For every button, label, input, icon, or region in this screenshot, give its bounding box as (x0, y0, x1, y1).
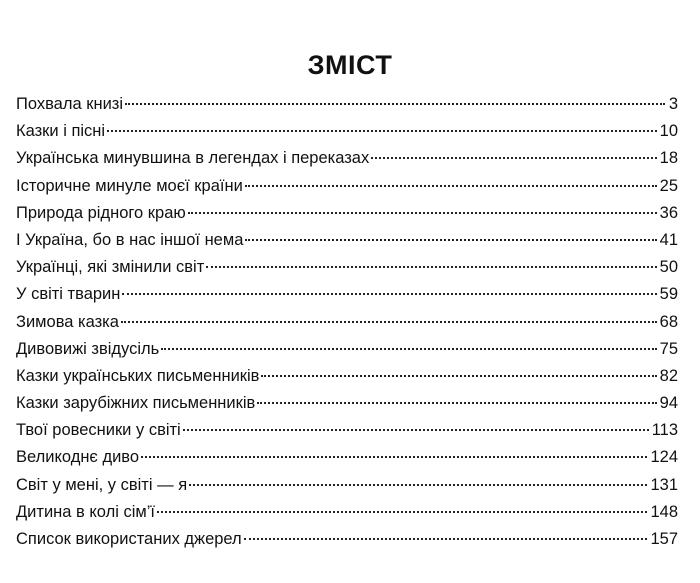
dot-leader (125, 102, 665, 105)
toc-entry-title: Казки і пісні (16, 122, 106, 141)
dot-leader (121, 320, 657, 323)
dot-leader (122, 292, 656, 295)
toc-entry-title: Список використаних джерел (16, 530, 242, 548)
toc-entry-title: Твої ровесники у світі (16, 421, 181, 440)
toc-entry-title: Похвала книзі (16, 95, 124, 113)
dot-leader (261, 374, 656, 377)
toc-entry-page: 82 (659, 366, 678, 385)
dot-leader (257, 401, 656, 404)
toc-entry (16, 91, 678, 118)
toc-entry-page: 148 (650, 502, 678, 521)
toc-entry (16, 118, 678, 145)
toc-entry (16, 227, 678, 254)
toc-entry (16, 281, 678, 308)
toc-entry (16, 336, 678, 363)
toc-entry-title: Українська минувшина в легендах і переказах (16, 149, 370, 168)
toc-entry-title: Історичне минуле моєї країни (16, 176, 243, 195)
dot-leader (183, 428, 649, 431)
toc-entry-page: 18 (659, 149, 678, 168)
toc-entry-title: Зимова казка (16, 312, 119, 331)
toc-entry-page: 75 (659, 339, 678, 358)
toc-entry (16, 145, 678, 172)
toc-entry (16, 472, 678, 499)
dot-leader (188, 211, 657, 214)
toc-entry-page: 50 (659, 258, 678, 277)
dot-leader (245, 238, 656, 241)
toc-entry (16, 200, 678, 227)
dot-leader (141, 455, 647, 458)
toc-entry-title: Казки зарубіжних письменників (16, 394, 256, 413)
toc-entry (16, 444, 678, 471)
toc-entry (16, 499, 678, 526)
toc-entry-page: 124 (650, 448, 678, 467)
toc-entry (16, 390, 678, 417)
toc-entry (16, 173, 678, 200)
dot-leader (371, 156, 656, 159)
toc-entry-page: 36 (659, 203, 678, 222)
toc-entry-title: Дивовижі звідусіль (16, 339, 160, 358)
dot-leader (157, 510, 647, 513)
toc-entry-title: І Україна, бо в нас іншої нема (16, 230, 244, 249)
toc-entry (16, 363, 678, 390)
page-title: ЗМІСТ (307, 50, 393, 80)
toc-entry (16, 417, 678, 444)
dot-leader (206, 265, 656, 268)
toc-entry-title: У світі тварин (16, 285, 121, 304)
toc-entry-page: 131 (650, 475, 678, 494)
toc-entry-title: Українці, які змінили світ (16, 258, 205, 277)
toc-entry-page: 10 (659, 122, 678, 141)
toc-entry-page: 94 (659, 394, 678, 413)
toc-entry (16, 254, 678, 281)
dot-leader (189, 483, 647, 486)
dot-leader (161, 347, 656, 350)
toc-entry-page: 3 (668, 95, 678, 113)
toc-entry-page: 68 (659, 312, 678, 331)
toc-entry-title: Казки українських письменників (16, 366, 260, 385)
dot-leader (107, 129, 657, 132)
toc-entry-page: 157 (650, 530, 678, 548)
toc-entry-title: Природа рідного краю (16, 203, 186, 222)
toc-entry-title: Дитина в колі сім’ї (16, 502, 155, 521)
dot-leader (245, 184, 657, 187)
toc-entry (16, 309, 678, 336)
toc-entry-page: 41 (659, 230, 678, 249)
toc-entry-title: Світ у мені, у світі — я (16, 475, 188, 494)
toc-entry-page: 113 (651, 421, 678, 440)
toc-entry (16, 526, 678, 553)
toc-list (16, 91, 678, 553)
toc-entry-page: 25 (659, 176, 678, 195)
toc-entry-page: 59 (659, 285, 678, 304)
dot-leader (244, 537, 648, 540)
toc-entry-title: Великоднє диво (16, 448, 140, 467)
